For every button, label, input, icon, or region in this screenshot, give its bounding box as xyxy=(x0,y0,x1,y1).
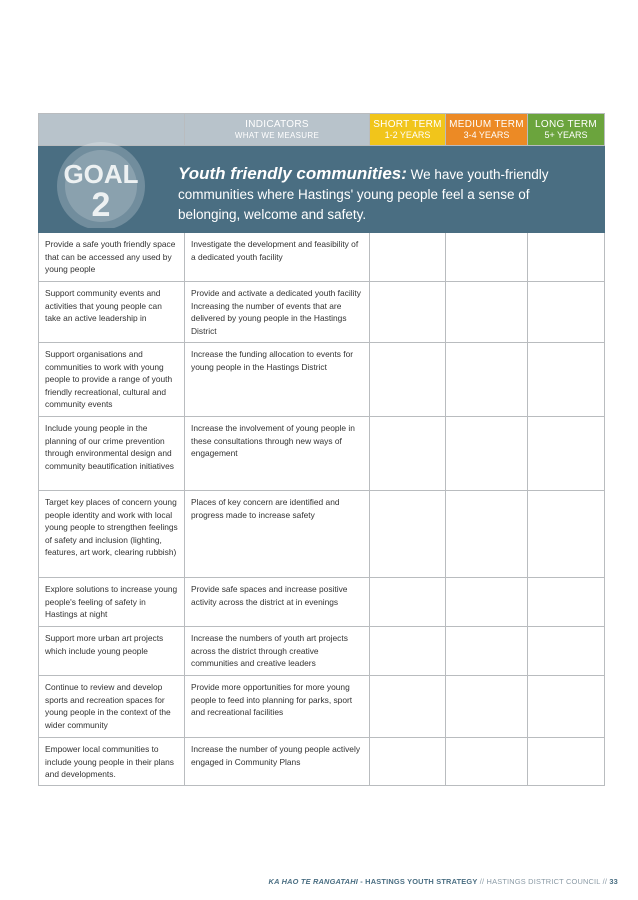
short-term-cell xyxy=(370,578,446,627)
short-term-cell xyxy=(370,282,446,343)
medium-term-cell xyxy=(446,738,528,786)
table-row xyxy=(39,233,605,282)
goal-badge-icon xyxy=(49,128,169,228)
short-term-label: SHORT TERM xyxy=(373,118,442,130)
medium-term-sub-label: 3-4 YEARS xyxy=(463,129,510,140)
table-row xyxy=(39,627,605,676)
long-term-cell xyxy=(528,676,605,738)
action-cell: Include young people in the planning of our crime prevention through environmental design and community beautification initiatives xyxy=(45,423,174,471)
long-term-cell xyxy=(528,491,605,578)
table-row xyxy=(39,676,605,738)
action-cell: Explore solutions to increase young people's feeling of safety in Hastings at night xyxy=(45,584,178,620)
short-term-cell xyxy=(370,343,446,417)
header-short-term xyxy=(370,114,446,146)
footer-subtitle: - HASTINGS YOUTH STRATEGY xyxy=(358,877,478,886)
action-cell: Empower local communities to include young people in their plans and developments. xyxy=(45,744,174,780)
header-indicators xyxy=(185,114,370,146)
medium-term-cell xyxy=(446,417,528,491)
action-cell: Support community events and activities that young people can take an active leadership in xyxy=(45,288,162,324)
long-term-cell xyxy=(528,233,605,282)
long-term-cell xyxy=(528,578,605,627)
goal-table xyxy=(38,113,605,786)
footer-separator: // xyxy=(477,877,487,886)
short-term-cell xyxy=(370,676,446,738)
medium-term-cell xyxy=(446,676,528,738)
indicator-cell: Increase the funding allocation to events for young people in the Hastings District xyxy=(191,349,354,372)
table-row xyxy=(39,417,605,491)
footer-separator: // xyxy=(600,877,610,886)
header-medium-term xyxy=(446,114,528,146)
table-row xyxy=(39,343,605,417)
goal-band xyxy=(39,146,605,233)
indicator-cell: Provide and activate a dedicated youth facility Increasing the number of events that are delivered by young people in the Hastings District xyxy=(191,288,361,336)
short-term-cell xyxy=(370,491,446,578)
goal-title xyxy=(178,164,563,225)
medium-term-label: MEDIUM TERM xyxy=(449,118,524,130)
indicator-cell: Provide more opportunities for more young people to feed into planning for parks, sport and recreational facilities xyxy=(191,682,353,718)
indicator-cell: Provide safe spaces and increase positive activity across the district at in evenings xyxy=(191,584,348,607)
table-row xyxy=(39,491,605,578)
goal-badge-word: GOAL xyxy=(63,159,139,189)
medium-term-cell xyxy=(446,343,528,417)
indicators-label: INDICATORS xyxy=(245,118,309,130)
goal-band-cell xyxy=(39,146,605,233)
short-term-cell xyxy=(370,233,446,282)
short-term-cell xyxy=(370,417,446,491)
table-row xyxy=(39,282,605,343)
table-row xyxy=(39,578,605,627)
medium-term-cell xyxy=(446,578,528,627)
goal-title-bold: Youth friendly communities: xyxy=(178,164,407,183)
long-term-cell xyxy=(528,417,605,491)
page-number: 33 xyxy=(609,877,618,886)
indicator-cell: Places of key concern are identified and progress made to increase safety xyxy=(191,497,340,520)
long-term-cell xyxy=(528,343,605,417)
short-term-cell xyxy=(370,738,446,786)
action-cell: Support more urban art projects which include young people xyxy=(45,633,164,656)
indicator-cell: Increase the number of young people actively engaged in Community Plans xyxy=(191,744,361,767)
medium-term-cell xyxy=(446,282,528,343)
page-footer xyxy=(269,877,618,886)
long-term-cell xyxy=(528,738,605,786)
goal-title-rest: We have youth-friendly communities where Hastings' young people feel a sense of belonging, welcome and safety. xyxy=(178,167,549,222)
action-cell: Target key places of concern young people identity and work with local young people to strengthen feelings of safety and inclusion (lighting, features, art work, clearing rubbish) xyxy=(45,497,178,558)
footer-council: HASTINGS DISTRICT COUNCIL xyxy=(486,877,601,886)
medium-term-cell xyxy=(446,491,528,578)
indicator-cell: Increase the involvement of young people in these consultations through new ways of engagement xyxy=(191,423,355,459)
long-term-sub-label: 5+ YEARS xyxy=(544,129,588,140)
medium-term-cell xyxy=(446,233,528,282)
footer-title: KA HAO TE RANGATAHI xyxy=(268,877,359,886)
indicator-cell: Increase the numbers of youth art projects across the district through creative communities and creative leaders xyxy=(191,633,348,669)
indicators-sub-label: WHAT WE MEASURE xyxy=(234,130,320,140)
action-cell: Support organisations and communities to work with young people to provide a range of youth friendly recreational, cultural and community events xyxy=(45,349,173,410)
long-term-label: LONG TERM xyxy=(535,118,597,130)
long-term-cell xyxy=(528,627,605,676)
action-cell: Provide a safe youth friendly space that can be accessed any used by young people xyxy=(45,239,176,275)
table-row xyxy=(39,738,605,786)
header-long-term xyxy=(528,114,605,146)
short-term-sub-label: 1-2 YEARS xyxy=(384,129,431,140)
short-term-cell xyxy=(370,627,446,676)
goal-badge-number: 2 xyxy=(91,186,111,224)
indicator-cell: Investigate the development and feasibility of a dedicated youth facility xyxy=(191,239,359,262)
long-term-cell xyxy=(528,282,605,343)
medium-term-cell xyxy=(446,627,528,676)
action-cell: Continue to review and develop sports and recreation spaces for young people in the context of the wider community xyxy=(45,682,171,730)
